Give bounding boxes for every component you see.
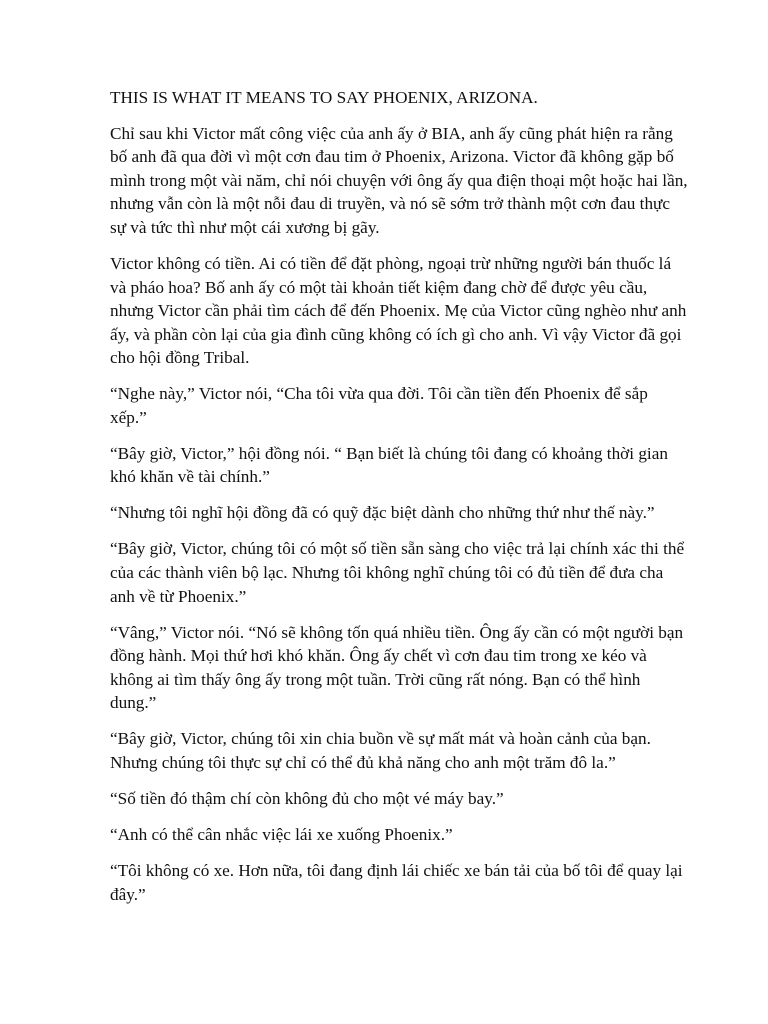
- paragraph: Chỉ sau khi Victor mất công việc của anh ấy ở BIA, anh ấy cũng phát hiện ra rằng bố anh đã qua đời vì một cơn đau tim ở Phoenix, Arizona. Victor đã không gặp bố mình trong một vài năm, chỉ nói chuyện với ông ấy qua điện thoại một hoặc hai lần, nhưng vẫn còn là một nỗi đau di truyền, và nó sẽ sớm trở thành một cơn đau thực sự và tức thì như một cái xương bị gãy.: [110, 123, 688, 237]
- paragraph: “Bây giờ, Victor, chúng tôi có một số tiền sẵn sàng cho việc trả lại chính xác thi thể của các thành viên bộ lạc. Nhưng tôi không nghĩ chúng tôi có đủ tiền để đưa cha anh về từ Phoenix.”: [110, 539, 685, 606]
- paragraph: “Bây giờ, Victor,” hội đồng nói. “ Bạn biết là chúng tôi đang có khoảng thời gian khó khăn về tài chính.”: [110, 443, 668, 487]
- document-page: [110, 86, 688, 919]
- document-title: THIS IS WHAT IT MEANS TO SAY PHOENIX, ARIZONA.: [110, 88, 538, 107]
- paragraph: “Vâng,” Victor nói. “Nó sẽ không tốn quá nhiều tiền. Ông ấy cần có một người bạn đồng hành. Mọi thứ hơi khó khăn. Ông ấy chết vì cơn đau tim trong xe kéo và không ai tìm thấy ông ấy trong một tuần. Trời cũng rất nóng. Bạn có thể hình dung.”: [110, 622, 684, 713]
- paragraph: “Tôi không có xe. Hơn nữa, tôi đang định lái chiếc xe bán tải của bố tôi để quay lại đây.”: [110, 860, 683, 904]
- paragraph: Victor không có tiền. Ai có tiền để đặt phòng, ngoại trừ những người bán thuốc lá và pháo hoa? Bố anh ấy có một tài khoản tiết kiệm đang chờ để được yêu cầu, nhưng Victor cần phải tìm cách để đến Phoenix. Mẹ của Victor cũng nghèo như anh ấy, và phần còn lại của gia đình cũng không có ích gì cho anh. Vì vậy Victor đã gọi cho hội đồng Tribal.: [110, 253, 687, 368]
- paragraph: “Số tiền đó thậm chí còn không đủ cho một vé máy bay.”: [110, 788, 504, 808]
- paragraph: “Bây giờ, Victor, chúng tôi xin chia buồn về sự mất mát và hoàn cảnh của bạn. Nhưng chúng tôi thực sự chỉ có thể đủ khả năng cho anh một trăm đô la.”: [110, 729, 651, 772]
- paragraph: “Nghe này,” Victor nói, “Cha tôi vừa qua đời. Tôi cần tiền đến Phoenix để sắp xếp.”: [110, 384, 648, 427]
- paragraph: “Nhưng tôi nghĩ hội đồng đã có quỹ đặc biệt dành cho những thứ như thế này.”: [110, 503, 655, 523]
- paragraph: “Anh có thể cân nhắc việc lái xe xuống Phoenix.”: [110, 824, 453, 844]
